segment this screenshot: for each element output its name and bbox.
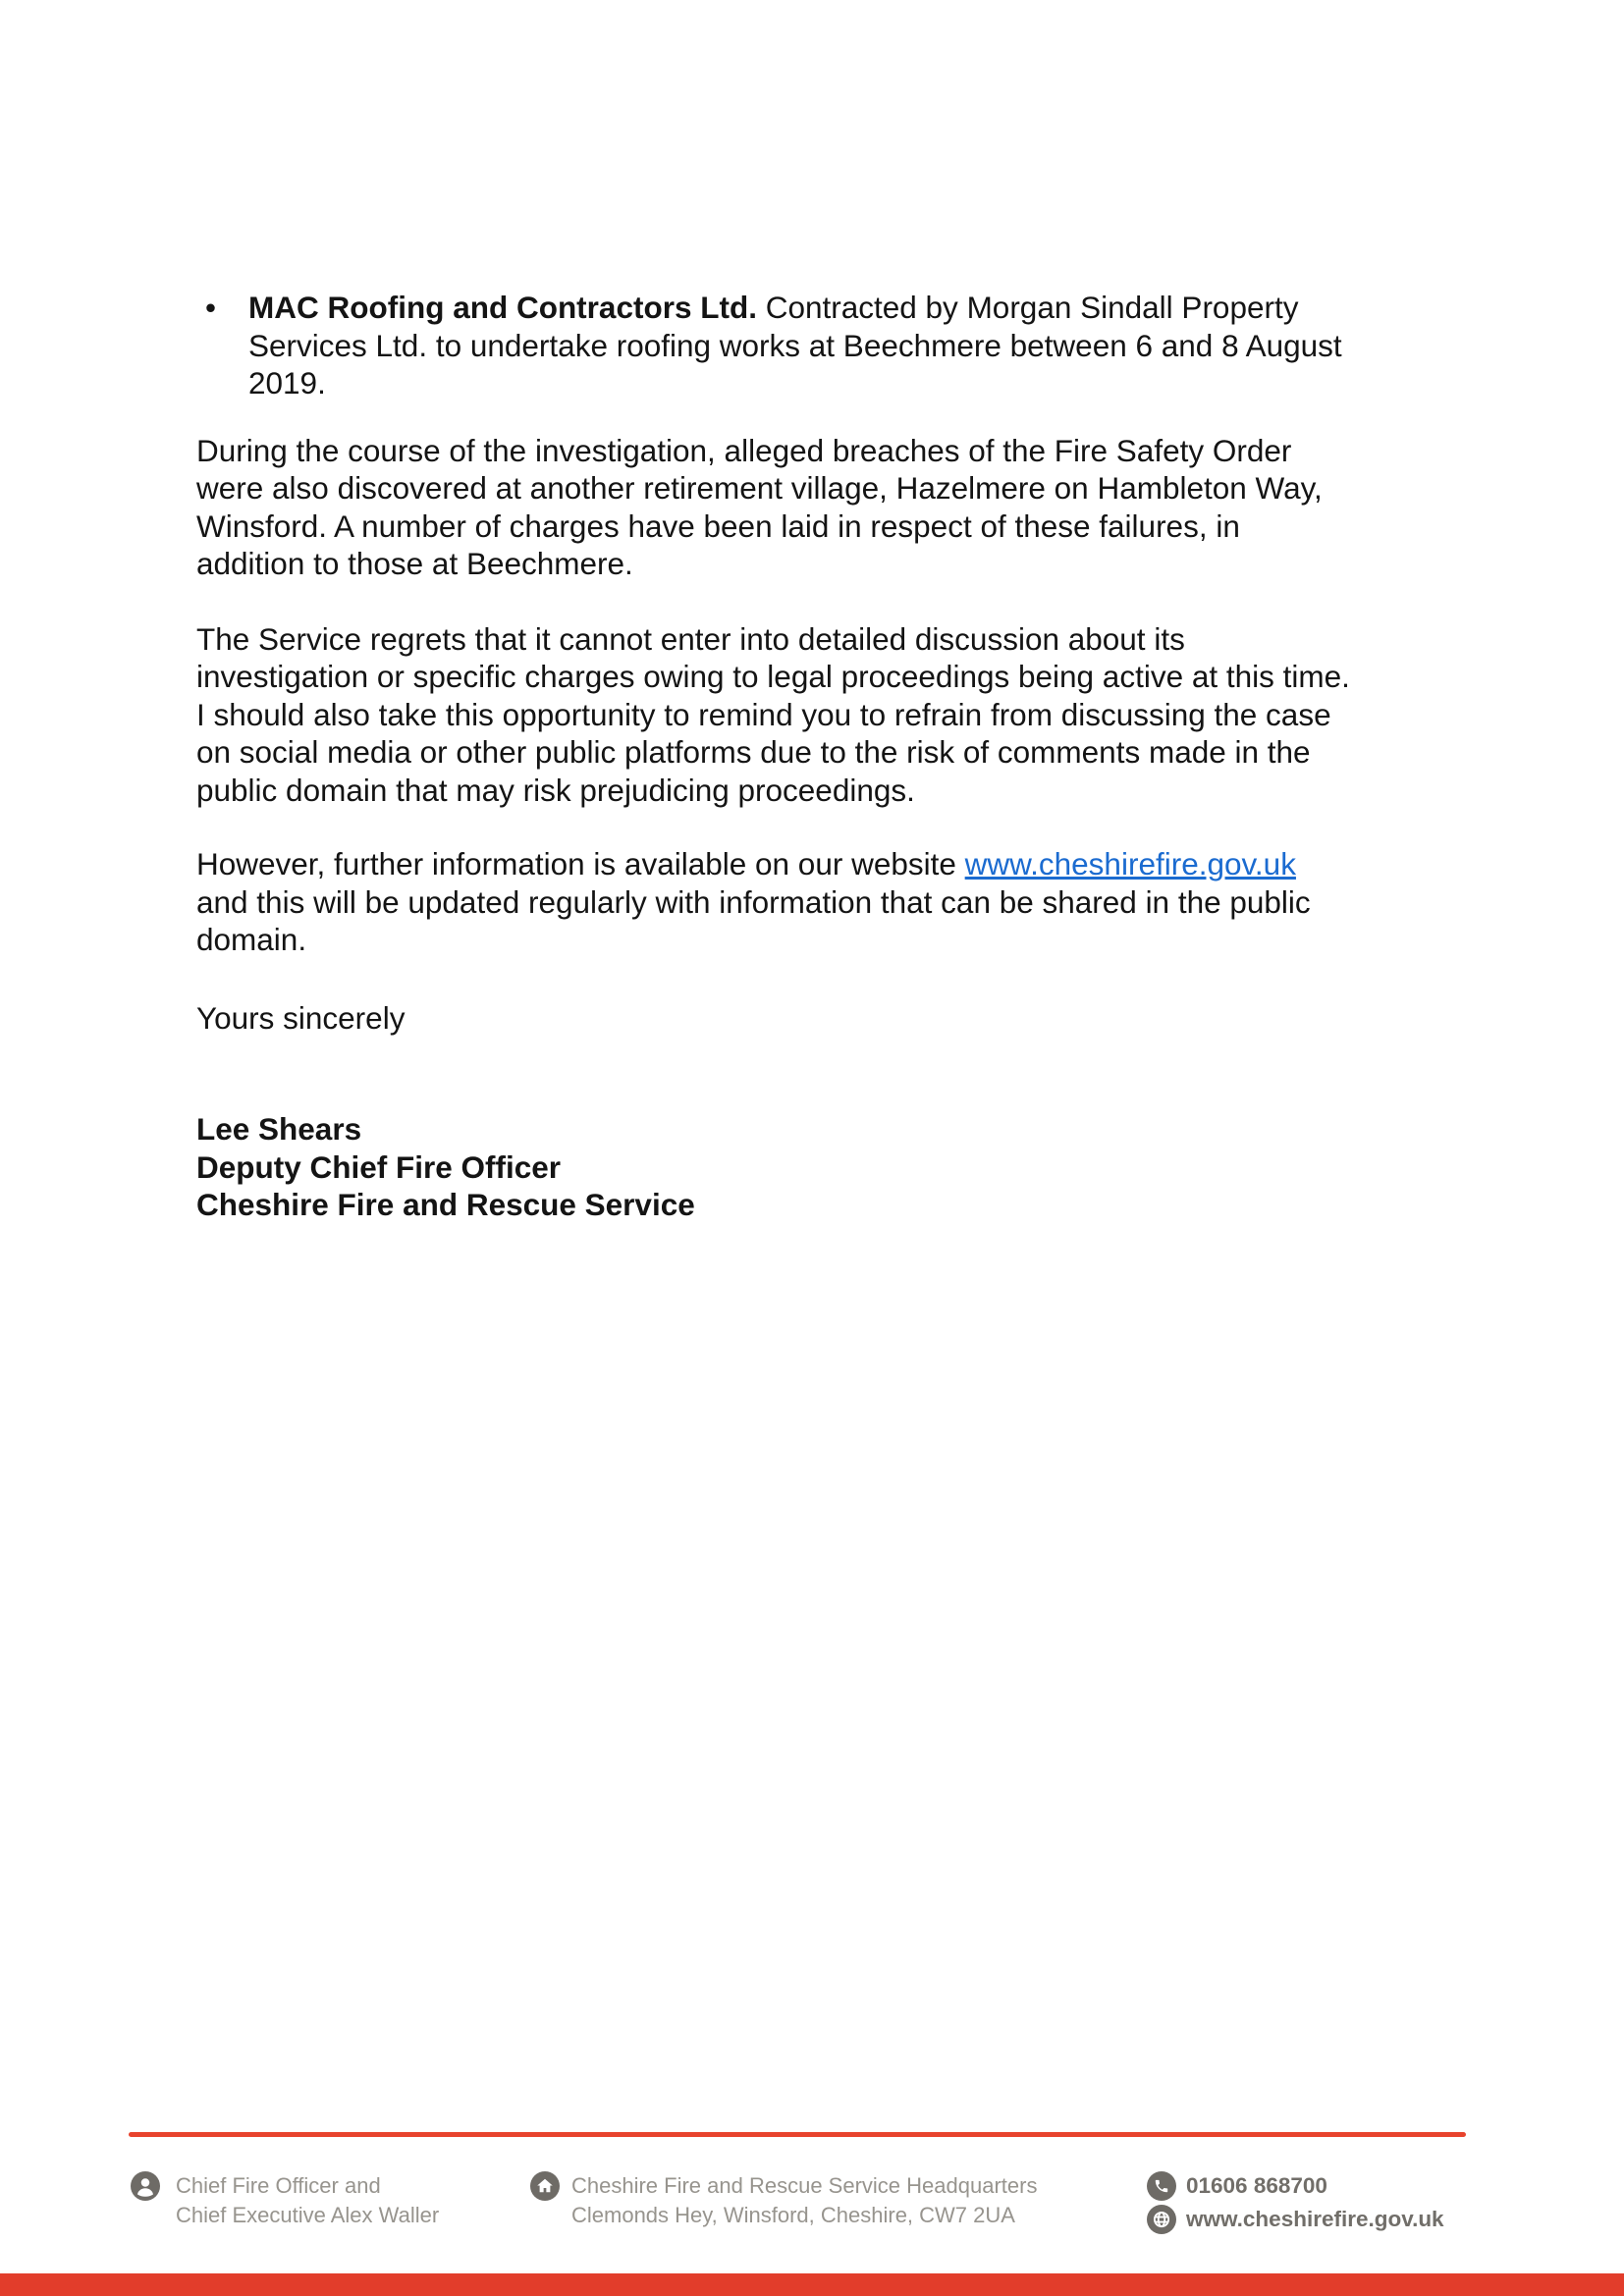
footer-website-url: www.cheshirefire.gov.uk [1186,2207,1444,2231]
signature-block [196,1110,1443,1224]
bullet-marker: • [205,290,217,325]
bullet-line-2: Services Ltd. to undertake roofing works at Beechmere between 6 and 8 August [248,327,1342,363]
bullet-item [196,289,1443,402]
bullet-bold-lead: MAC Roofing and Contractors Ltd. [248,290,757,325]
website-line-before-link: However, further information is available on our website [196,846,965,881]
letter-body [196,289,1443,1224]
paragraph-website: However, further information is available on our website www.cheshirefire.gov.uk and this will be updated regularly with information that can be shared in the public domain. [196,846,1311,957]
person-icon [131,2171,160,2201]
footer-officer-block [131,2171,439,2230]
globe-icon [1147,2205,1176,2234]
signature-name: Lee Shears [196,1111,362,1147]
footer-website-block [1147,2205,1444,2234]
signature-organisation: Cheshire Fire and Rescue Service [196,1187,695,1222]
bullet-line-3: 2019. [248,365,326,400]
footer-bottom-bar [0,2273,1624,2296]
bullet-line-1 [248,289,1342,327]
footer-phone-number: 01606 868700 [1186,2173,1327,2198]
footer-accent-rule [129,2132,1466,2137]
bullet-line-1-rest: Contracted by Morgan Sindall Property [756,290,1299,325]
paragraph-legal-proceedings: The Service regrets that it cannot enter into detailed discussion about its investigation or specific charges owing to legal proceedings being active at this time. I should also take this opportunity to remind you to refrain from discussing the case on social media or other public platforms due to the risk of comments made in the public domain that may risk prejudicing proceedings. [196,620,1350,808]
footer-officer-text: Chief Fire Officer and Chief Executive Alex Waller [176,2173,440,2227]
home-icon [530,2171,560,2201]
paragraph-investigation: During the course of the investigation, alleged breaches of the Fire Safety Order were also discovered at another retirement village, Hazelmere on Hambleton Way, Winsford. A number of charges have been laid in respect of these failures, in addition to those at Beechmere. [196,432,1323,581]
footer-address-block [530,2171,1037,2230]
footer-phone-block [1147,2171,1327,2201]
footer-address-text: Cheshire Fire and Rescue Service Headquarters Clemonds Hey, Winsford, Cheshire, CW7 2UA [571,2173,1038,2227]
cheshirefire-website-link[interactable]: www.cheshirefire.gov.uk [964,846,1296,881]
signature-title: Deputy Chief Fire Officer [196,1148,562,1185]
phone-icon [1147,2171,1176,2201]
bullet-text [248,289,1342,402]
closing-salutation: Yours sincerely [196,999,406,1036]
